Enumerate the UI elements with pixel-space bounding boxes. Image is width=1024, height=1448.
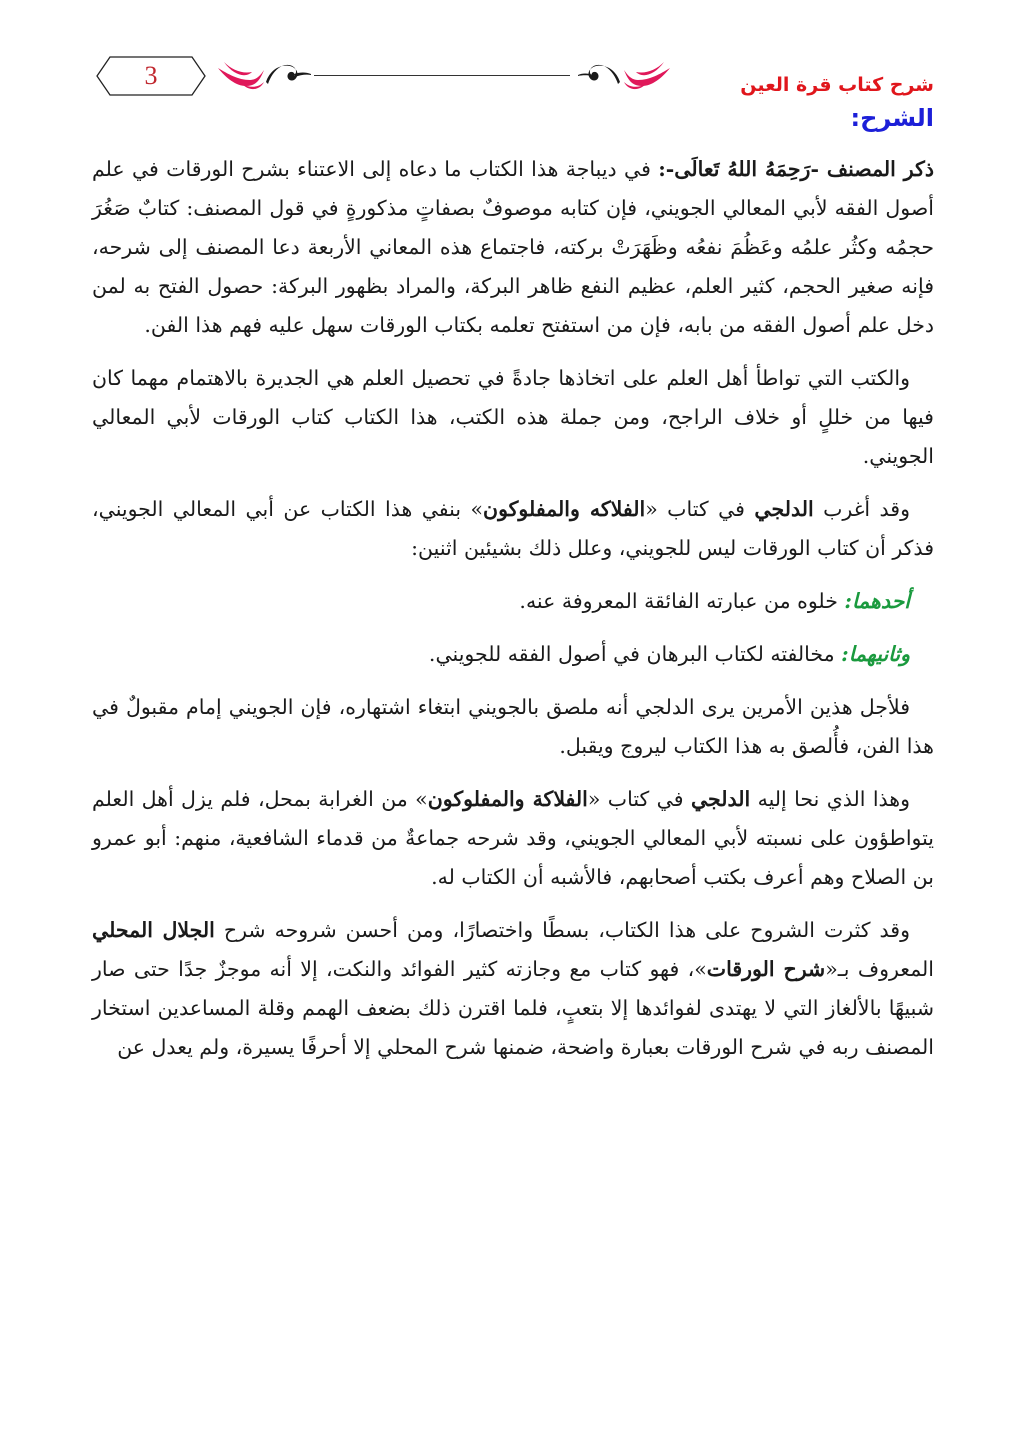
page-header: [88, 50, 934, 110]
floral-ornament-left-icon: [216, 58, 312, 92]
paragraph-2: [92, 359, 934, 476]
book-name-bold: الفلاكه والمفلوكون: [483, 497, 646, 521]
paragraph-6-text-c: »، فهو كتاب مع وجازته كثير الفوائد والنكت، إلا أنه موجزٌ جدًا حتى صار شبيهًا بالألغاز التي لا يهتدى لفوائدها إلا بتعبٍ، فلما اقترن ذلك بضعف الهمم وقلة المساعدين استخار المصنف ربه في شرح الورقات بعبارة واضحة، ضمنها شرح المحلي إلا أحرفًا يسيرة، ولم يعدل عن: [92, 957, 934, 1059]
author-name-bold: الدلجي: [754, 497, 814, 521]
paragraph-4-text: فلأجل هذين الأمرين يرى الدلجي أنه ملصق بالجويني ابتغاء اشتهاره، فإن الجويني إمام مقبولٌ في هذا الفن، فأُلصق به هذا الكتاب ليروج ويقبل.: [92, 695, 934, 758]
paragraph-5-text-b: في كتاب «: [587, 787, 691, 811]
paragraph-1-text: في ديباجة هذا الكتاب ما دعاه إلى الاعتناء بشرح الورقات في علم أصول الفقه لأبي المعالي الجويني، فإن كتابه موصوفٌ بصفاتٍ مذكورةٍ في قول المصنف: كتابٌ صَغُرَ حجمُه وكثُر علمُه وعَظُمَ نفعُه وظَهَرَتْ بركته، فاجتماع هذه المعاني الأربعة دعا المصنف إلى شرحه، فإنه صغير الحجم، كثير العلم، عظيم النفع ظاهر البركة، والمراد بظهور البركة: حصول الفتح به لمن دخل علم أصول الفقه من بابه، فإن من استفتح تعلمه بكتاب الورقات سهل عليه فهم هذا الفن.: [92, 157, 934, 337]
commentary-name-bold: شرح الورقات: [706, 957, 826, 981]
reason-2-text: مخالفته لكتاب البرهان في أصول الفقه للجويني.: [428, 642, 842, 666]
reason-1-text: خلوه من عبارته الفائقة المعروفة عنه.: [519, 589, 845, 613]
paragraph-2-text: والكتب التي تواطأ أهل العلم على اتخاذها جادةً في تحصيل العلم هي الجديرة بالاهتمام مهما كان فيها من خللٍ أو خلاف الراجح، ومن جملة هذه الكتب، هذا الكتاب كتاب الورقات لأبي المعالي الجويني.: [92, 366, 934, 468]
document-body: [92, 150, 934, 1081]
paragraph-3-text-a: وقد أغرب: [813, 497, 911, 521]
paragraph-6-text-a: وقد كثرت الشروح على هذا الكتاب، بسطًا واختصارًا، ومن أحسن شروحه شرح: [214, 918, 910, 942]
floral-ornament-right-icon: [576, 58, 672, 92]
reason-2-label: وثانيهما:: [841, 642, 910, 666]
paragraph-1: [92, 150, 934, 345]
commentator-name-bold: الجلال المحلي: [92, 918, 215, 942]
paragraph-1-lead: ذكر المصنف -رَحِمَهُ اللهُ تَعالَى-:: [658, 157, 934, 181]
paragraph-3: [92, 490, 934, 568]
paragraph-5-text-c: » من الغرابة بمحل، فلم يزل أهل العلم يتواطؤون على نسبته لأبي المعالي الجويني، وقد شرحه جماعةٌ من قدماء الشافعية، منهم: أبو عمرو بن الصلاح وهم أعرف بكتب أصحابهم، فالأشبه أن الكتاب له.: [92, 787, 934, 889]
paragraph-6: [92, 911, 934, 1067]
reason-2: [92, 635, 934, 674]
paragraph-5-text-a: وهذا الذي نحا إليه: [750, 787, 910, 811]
author-name-bold: الدلجي: [690, 787, 751, 811]
page-number: 3: [144, 61, 158, 90]
paragraph-4: [92, 688, 934, 766]
paragraph-6-text-b: المعروف بـ«: [825, 957, 934, 981]
reason-1: [92, 582, 934, 621]
paragraph-3-text-c: » بنفي هذا الكتاب عن أبي المعالي الجويني، فذكر أن كتاب الورقات ليس للجويني، وعلل ذلك بشيئين اثنين:: [92, 497, 934, 560]
reason-1-label: أحدهما:: [844, 589, 910, 613]
page-number-badge: [96, 56, 206, 96]
book-name-bold: الفلاكة والمفلوكون: [427, 787, 588, 811]
header-rule-line: [314, 75, 570, 76]
section-title: الشرح:: [850, 104, 934, 132]
paragraph-5: [92, 780, 934, 897]
paragraph-3-text-b: في كتاب «: [645, 497, 755, 521]
book-title: شرح كتاب قرة العين: [740, 74, 934, 96]
